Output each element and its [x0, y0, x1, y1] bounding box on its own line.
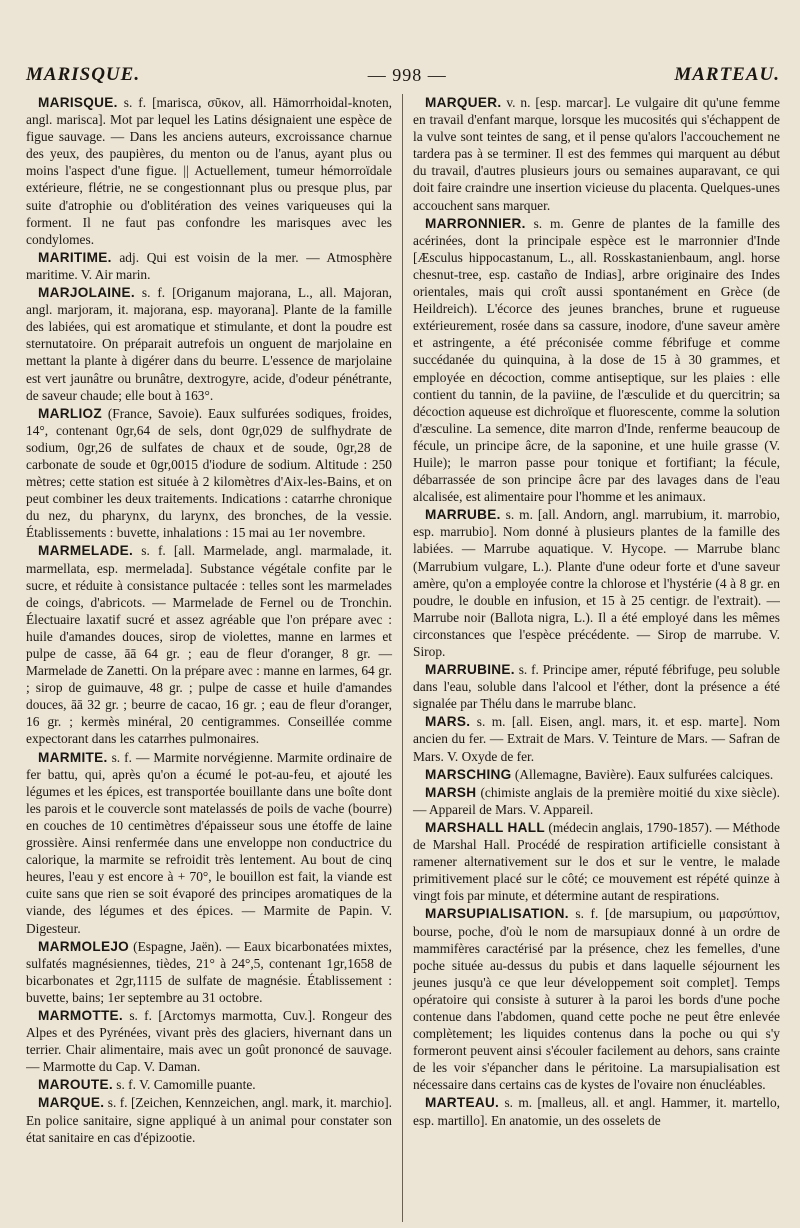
entry-definition: s. f. — Marmite norvégienne. Marmite ordinaire de fer battu, qui, après qu'on a écumé le pot-au-feu, et ajouté les légumes et les épices, est transportée bouillante dans une boîte dont les parois et le couvercle sont matelassés de poils de vache (bourre) en couches de 10 centimètres d'épaisseur sous une étoffe de laine grossière. Ainsi renfermée dans une enveloppe non conductrice du calorique, la marmite se refroidit très lentement. Au bout de cinq heures, l'eau y est encore à + 70°, le bouillon est fait, la viande est cuite sans que rien se soit évaporé des principes aromatiques de la viande, des légumes et des épices. — Marmite de Papin. V. Digesteur.	[26, 749, 392, 936]
dictionary-entry	[26, 749, 392, 937]
entry-headword: MARSCHING	[425, 766, 512, 782]
header-right-running-word: MARTEAU.	[674, 64, 780, 85]
entry-definition: s. f. [Zeichen, Kennzeichen, angl. mark, it. marchio]. En police sanitaire, signe appliqué à un animal pour constater son état sanitaire en cas d'épizootie.	[26, 1095, 392, 1145]
entry-headword: MARMOTTE.	[38, 1007, 124, 1023]
entry-definition: s. f. [Arctomys marmotta, Cuv.]. Rongeur des Alpes et des Pyrénées, vivant près des glaciers, hivernant dans un terrier. Chair alimentaire, mais avec un goût prononcé de sauvage. — Marmotte du Cap. V. Daman.	[26, 1007, 392, 1075]
entry-headword: MARLIOZ	[38, 405, 103, 421]
entry-headword: MARISQUE.	[38, 95, 118, 110]
entry-headword: MARQUE.	[38, 1095, 105, 1111]
dictionary-entry	[26, 938, 392, 1006]
entry-headword: MARQUER.	[425, 95, 502, 110]
entry-definition: adj. Qui est voisin de la mer. — Atmosphère maritime. V. Air marin.	[26, 249, 392, 282]
entry-definition: s. m. [all. Eisen, angl. mars, it. et esp. marte]. Nom ancien du fer. — Extrait de Mars. V. Teinture de Mars. — Safran de Mars. V. Oxyde de fer.	[413, 714, 780, 764]
dictionary-entry	[26, 249, 392, 283]
entry-definition: s. f. [Origanum majorana, L., all. Majoran, angl. marjoram, it. majorana, esp. mayorana]. Plante de la famille des labiées, qui est aromatique et stimulante, et dont la poudre est sternutatoire. On préparait autrefois un onguent de marjolaine en mettant la plante à digérer dans du beurre. L'essence de marjolaine est vert jaunâtre ou brunâtre, dextrogyre, acide, d'odeur pénétrante, de saveur chaude; elle bout à 163°.	[26, 285, 392, 403]
dictionary-entry	[26, 542, 392, 747]
left-column	[26, 94, 403, 1222]
entry-headword: MARRONNIER.	[425, 215, 526, 231]
dictionary-entry	[26, 1007, 392, 1075]
entry-headword: MARRUBINE.	[425, 662, 515, 678]
entry-definition: s. f. V. Camomille puante.	[112, 1077, 256, 1093]
dictionary-entry	[413, 784, 780, 818]
entry-headword: MARMELADE.	[38, 543, 134, 559]
dictionary-entry	[413, 94, 780, 214]
dictionary-entry	[26, 405, 392, 542]
dictionary-entry	[413, 905, 780, 1093]
entry-definition: s. f. [marisca, σῦκον, all. Hämorrhoidal-knoten, angl. marisca]. Mot par lequel les Latins désignaient une espèce de figue sauvage. — Dans les anciens auteurs, excroissance charnue des yeux, des paupières, du menton ou de l'anus, ayant plus ou moins l'aspect d'une figue. || Actuellement, tumeur hémorroïdale extérieure, flétrie, ne se congestionnant plus ou presque plus, par suite d'atrophie ou d'oblitération des veines variqueuses qui la forment. Il ne faut pas confondre les marisques avec les condylomes.	[26, 95, 392, 247]
entry-headword: MARSUPIALISATION.	[425, 906, 569, 922]
entry-headword: MARTEAU.	[425, 1095, 500, 1111]
dictionary-entry	[413, 661, 780, 712]
dictionary-entry	[26, 284, 392, 404]
entry-headword: MARS.	[425, 714, 471, 730]
entry-definition: s. f. [de marsupium, ou μαρσύπιον, bourse, poche, d'où le nom de marsupiaux donné à un ordre de mammifères caractérisé par la présence, chez les femelles, d'une poche située au-dessus du pubis et dans laquelle séjournent les jeunes jusqu'à ce que leur développement soit complet]. Temps opératoire qui consiste à suturer à la paroi les bords d'une poche contenue dans l'abdomen, quand cette poche ne peut être enlevée complètement; les liquides contenus dans la poche ou qui s'y formeront peuvent ainsi s'écouler facilement au dehors, sans crainte de les voir s'épancher dans le péritoine. La marsupialisation est nécessaire dans certains cas de kystes de l'ovaire non énucléables.	[413, 906, 780, 1093]
entry-headword: MARJOLAINE.	[38, 285, 135, 301]
entry-definition: s. f. Principe amer, réputé fébrifuge, peu soluble dans l'eau, soluble dans l'alcool et l'éther, dont la présence a été signalée par Thélu dans le marrube blanc.	[413, 662, 780, 712]
entry-definition: (chimiste anglais de la première moitié du xixe siècle). — Appareil de Mars. V. Appareil.	[413, 784, 780, 817]
entry-headword: MARMOLEJO	[38, 938, 130, 954]
entry-headword: MAROUTE.	[38, 1077, 113, 1093]
right-column	[403, 94, 780, 1222]
header-left-running-word: MARISQUE.	[26, 64, 141, 85]
dictionary-entry	[26, 1076, 392, 1093]
entry-definition: s. m. Genre de plantes de la famille des acérinées, dont la principale espèce est le marronnier d'Inde [Æsculus hippocastanum, L., all. Rosskastanienbaum, angl. horse chesnut-tree, esp. castaño de Indias], arbre originaire des Indes orientales, mais qui croît aussi spontanément en Grèce (de Heildreich). L'écorce des jeunes branches, brune et rugueuse extérieurement, rosée dans sa cassure, inodore, d'une saveur amère et astringente, a été préconisée comme fébrifuge et comme succédanée du quinquina, à la dose de 15 à 30 grammes, et employée en décoction, comme antiseptique, sur les plaies : elle contient du tannin, de la paviine, de l'æsculide et du quercitrin; sa décoction aqueuse est dichroïque et fluorescente, comme la solution d'æsculine. La semence, dite marron d'Inde, renferme beaucoup de fécule, un principe âcre, de la saponine, et une huile grasse (V. Huile); le marron passe pour tonique et fortifiant; la fécule, débarrassée de son principe âcre par des lavages dans de l'eau alcalisée, est alimentaire pour l'homme et les animaux.	[413, 215, 780, 505]
page-number: — 998 —	[367, 64, 447, 85]
entry-definition: s. m. [malleus, all. et angl. Hammer, it. martello, esp. martillo]. En anatomie, un des osselets de	[413, 1095, 780, 1128]
entry-definition: s. m. [all. Andorn, angl. marrubium, it. marrobio, esp. marrubio]. Nom donné à plusieurs plantes de la famille des labiées. — Marrube aquatique. V. Hycope. — Marrube blanc (Marrubium vulgare, L.). Plante d'une odeur forte et d'une saveur amère, qu'on a employée contre la chlorose et l'hystérie (4 à 8 gr. en poudre, le double en infusion, et 15 à 25 centigr. de l'extrait). — Marrube noir (Ballota nigra, L.). Il a été employé dans les mêmes circonstances que l'espèce précédente. — Sirop de marrube. V. Sirop.	[413, 507, 780, 659]
dictionary-entry	[26, 1094, 392, 1145]
dictionary-entry	[413, 819, 780, 904]
entry-definition: (France, Savoie). Eaux sulfurées sodiques, froides, 14°, contenant 0gr,64 de sels, dont 0gr,029 de sulfhydrate de sodium, 0gr,26 de sulfates de chaux et de soude, 0gr,28 de carbonate de soude et 0gr,0015 d'iodure de sodium. Altitude : 250 mètres; cette station est située à 2 kilomètres d'Aix-les-Bains, et on peut combiner les deux traitements. Indications : catarrhe chronique du nez, du pharynx, du larynx, des bronches, de la vessie. Établissements : buvette, inhalations : 15 mai au 1er novembre.	[26, 405, 392, 541]
page-header	[26, 58, 780, 92]
two-column-body	[26, 94, 780, 1222]
dictionary-entry	[26, 94, 392, 248]
dictionary-entry	[413, 766, 780, 783]
entry-definition: s. f. [all. Marmelade, angl. marmalade, it. marmellata, esp. mermelada]. Substance végétale confite par le sucre, et réduite à consistance pultacée : telles sont les marmelades de coings, d'abricots. — Marmelade de Fernel ou de Tronchin. Électuaire laxatif sucré et assez agréable que l'on prépare avec : huile d'amandes douces, sirop de violettes, manne en larmes et pulpe de casse, āā 64 gr. ; eau de fleur d'oranger, 8 gr. — Marmelade de Zanetti. On la prépare avec : manne en larmes, 64 gr. ; sirop de guimauve, 48 gr. ; pulpe de casse et huile d'amandes douces, āā 32 gr. ; beurre de cacao, 16 gr. ; eau de fleur d'oranger, 16 gr. ; kermès minéral, 20 centigrammes. Conseillée comme expectorant dans les catarrhes pulmonaires.	[26, 543, 392, 747]
dictionary-entry	[413, 1094, 780, 1128]
entry-headword: MARRUBE.	[425, 507, 501, 523]
entry-headword: MARSHALL HALL	[425, 819, 546, 835]
dictionary-entry	[413, 506, 780, 660]
entry-definition: (médecin anglais, 1790-1857). — Méthode de Marshal Hall. Procédé de respiration artificielle consistant à ramener alternativement sur le dos et sur le ventre, le malade primitivement placé sur le côté; ce mouvement est répété quinze à vingt fois par minute, et détermine autant de respirations.	[413, 819, 780, 904]
dictionary-entry	[413, 215, 780, 506]
entry-headword: MARITIME.	[38, 249, 112, 265]
entry-definition: v. n. [esp. marcar]. Le vulgaire dit qu'une femme en travail d'enfant marque, lorsque les mucosités qui s'échappent de la vulve sont teintes de sang, et il pense qu'alors l'accouchement ne tardera pas à se terminer. Il est des femmes qui marquent au début du travail, d'autres plusieurs jours ou semaines auparavant, ce qui doit faire craindre une insertion vicieuse du placenta. Quelques-unes accouchent sans marquer.	[413, 95, 780, 213]
entry-headword: MARSH	[425, 784, 477, 800]
dictionary-entry	[413, 713, 780, 764]
entry-definition: (Espagne, Jaën). — Eaux bicarbonatées mixtes, sulfatés magnésiennes, tièdes, 21° à 24°,5, contenant 1gr,1658 de bicarbonates et 2gr,1115 de sulfate de magnésie. Établissement : buvette, bains; 1er septembre au 31 octobre.	[26, 938, 392, 1005]
entry-definition: (Allemagne, Bavière). Eaux sulfurées calciques.	[511, 766, 774, 782]
entry-headword: MARMITE.	[38, 749, 108, 765]
